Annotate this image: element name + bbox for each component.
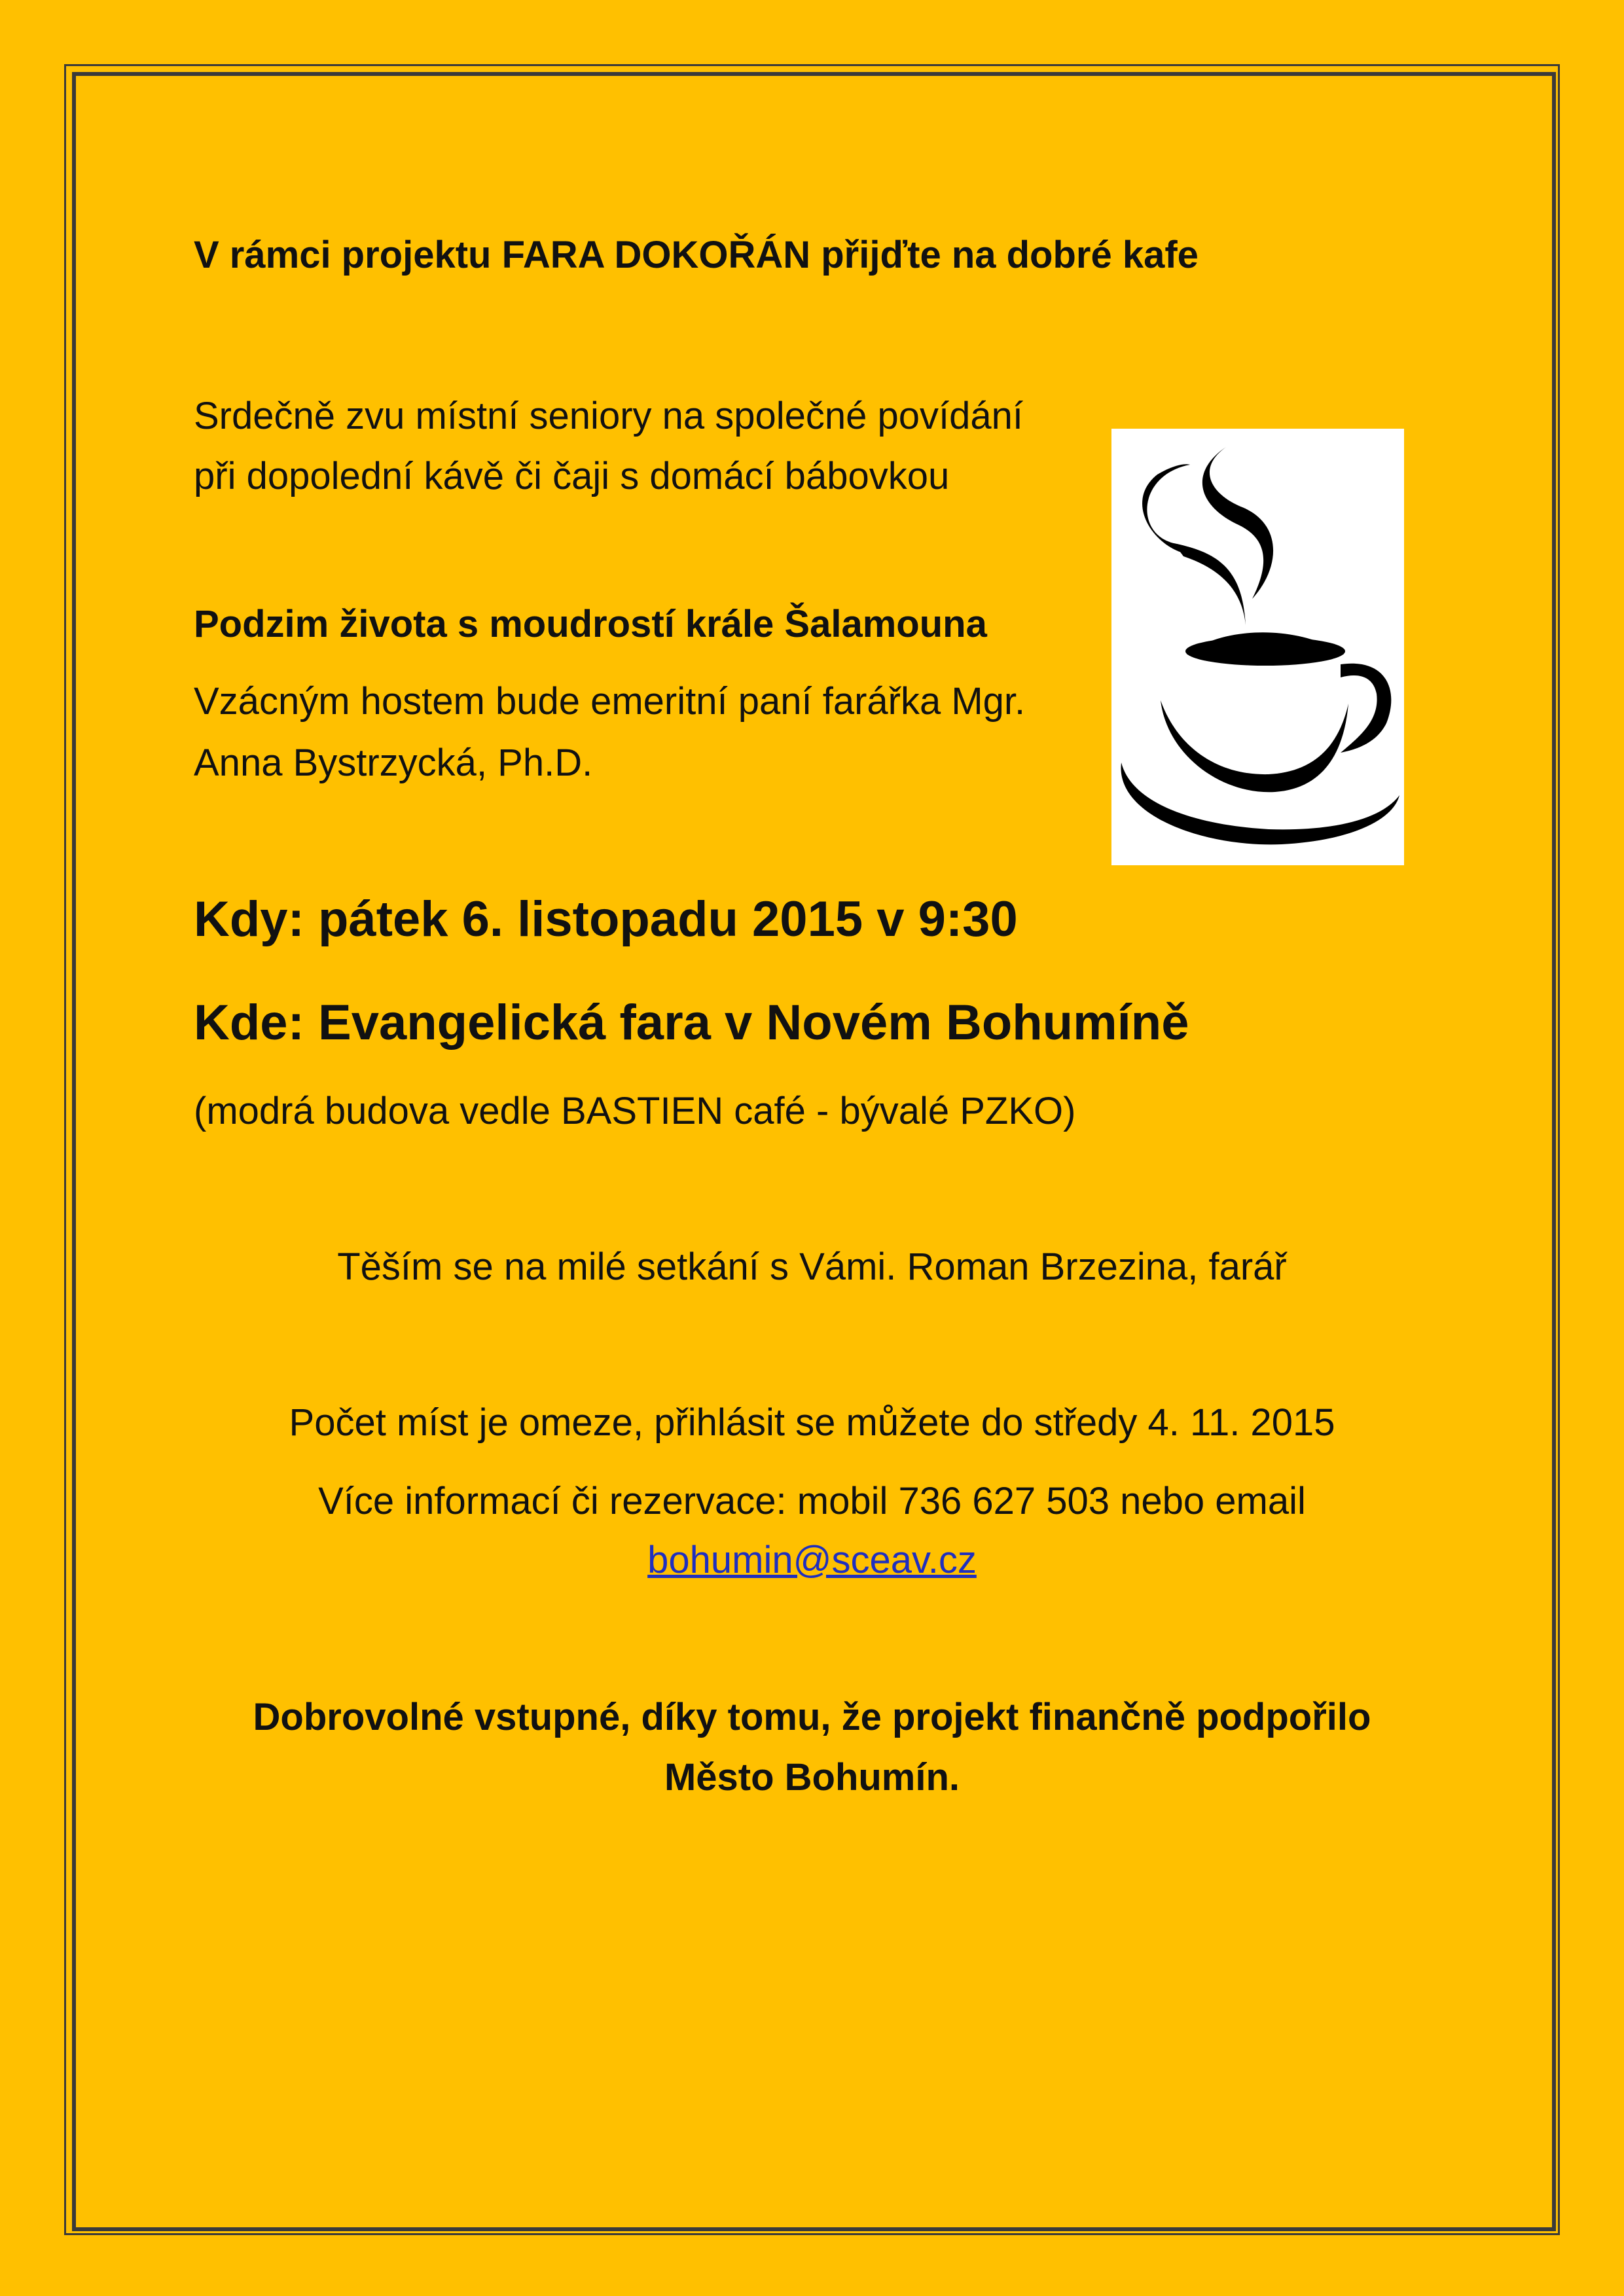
- contact-info: Více informací či rezervace: mobil 736 627 503 nebo email: [318, 1480, 1306, 1522]
- funding-line-2: Město Bohumín.: [664, 1756, 960, 1799]
- email-link[interactable]: bohumin@sceav.cz: [647, 1539, 977, 1581]
- event-where: Kde: Evangelická fara v Novém Bohumíně: [194, 995, 1189, 1050]
- invite-line-2: při dopolední kávě či čaji s domácí bábovkou: [194, 455, 950, 497]
- event-when: Kdy: pátek 6. listopadu 2015 v 9:30: [194, 891, 1018, 947]
- topic-title: Podzim života s moudrostí krále Šalamouna: [194, 603, 987, 645]
- greeting: Těším se na milé setkání s Vámi. Roman Brzezina, farář: [337, 1246, 1287, 1288]
- guest-line-1: Vzácným hostem bude emeritní paní farářka Mgr.: [194, 680, 1026, 723]
- guest-line-2: Anna Bystrzycká, Ph.D.: [194, 742, 593, 784]
- invite-line-1: Srdečně zvu místní seniory na společné povídání: [194, 395, 1024, 437]
- email-line: [0, 1538, 1624, 1583]
- coffee-cup-icon: [1111, 429, 1404, 865]
- funding-line-1: Dobrovolné vstupné, díky tomu, že projekt finančně podpořilo: [253, 1696, 1371, 1738]
- registration-info: Počet míst je omeze, přihlásit se můžete do středy 4. 11. 2015: [289, 1401, 1335, 1444]
- heading: V rámci projektu FARA DOKOŘÁN přijďte na dobré kafe: [194, 234, 1199, 276]
- where-note: (modrá budova vedle BASTIEN café - bývalé PZKO): [194, 1090, 1076, 1132]
